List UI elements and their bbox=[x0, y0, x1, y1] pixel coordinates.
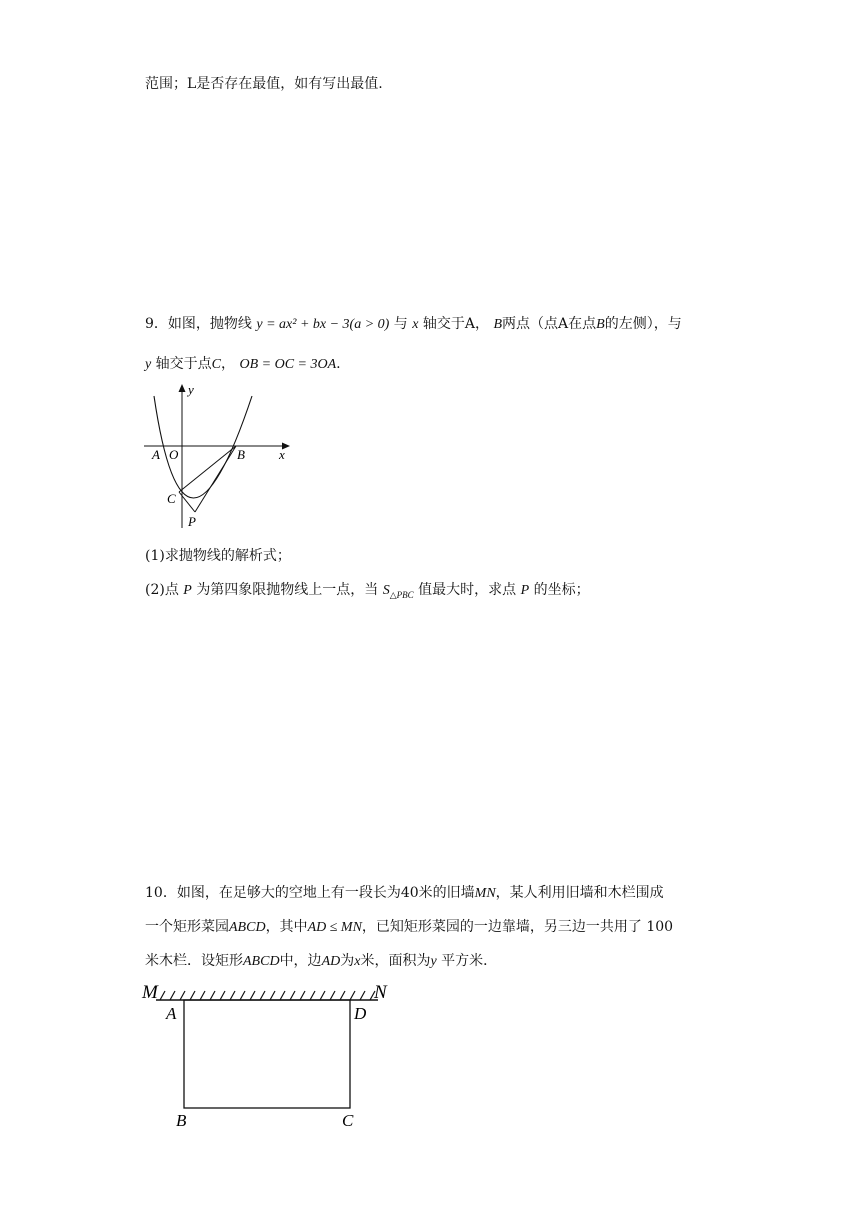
q10-label-b: B bbox=[176, 1111, 187, 1130]
q10-hatch-tick bbox=[160, 991, 165, 1000]
q10-label-c: C bbox=[342, 1111, 354, 1130]
q10-var-x: x bbox=[354, 954, 361, 969]
q9-text-a: 如图，抛物线 bbox=[167, 316, 252, 332]
q9-part2-p: P bbox=[183, 583, 192, 598]
q10-text-i: 米，面积为 bbox=[360, 953, 431, 969]
q10-hatch-tick bbox=[290, 991, 295, 1000]
q10-hatch-tick bbox=[200, 991, 205, 1000]
q10-text-c: 一个矩形菜园 bbox=[145, 919, 229, 935]
q9-label-y: y bbox=[188, 382, 194, 397]
q10-hatch-tick bbox=[300, 991, 305, 1000]
q9-var-y: y bbox=[145, 357, 152, 372]
continuation-text: 范围；L是否存在最值，如有写出最值. bbox=[145, 76, 383, 92]
q10-hatch-tick bbox=[180, 991, 185, 1000]
q9-text-d: 两点（点A在点 bbox=[502, 316, 597, 332]
q9-label-c: C bbox=[167, 491, 176, 506]
q9-text-e: 的左侧），与 bbox=[604, 316, 682, 332]
q10-hatch-tick bbox=[190, 991, 195, 1000]
q9-line-1 bbox=[145, 314, 682, 335]
q10-garden-figure bbox=[140, 978, 400, 1138]
q9-part-1: (1)求抛物线的解析式； bbox=[145, 548, 291, 564]
q9-text-h: . bbox=[336, 356, 341, 372]
q10-hatch-tick bbox=[240, 991, 245, 1000]
q10-label-m: M bbox=[142, 982, 158, 1003]
q10-var-y: y bbox=[430, 954, 437, 969]
q9-part2-d: 的坐标； bbox=[533, 582, 590, 598]
q10-text-a: 如图，在足够大的空地上有一段长为40米的旧墙 bbox=[176, 885, 475, 901]
q10-hatch-tick bbox=[270, 991, 275, 1000]
q9-part2-sub: △PBC bbox=[389, 590, 414, 600]
q10-line-1 bbox=[145, 883, 664, 904]
q10-text-f: 米木栏．设矩形 bbox=[145, 953, 243, 969]
q9-part2-p2: P bbox=[520, 583, 530, 598]
q10-mn: MN bbox=[474, 886, 496, 901]
q10-abcd-2: ABCD bbox=[243, 954, 280, 969]
q10-text-h: 为 bbox=[340, 953, 355, 969]
q10-number: 10． bbox=[145, 885, 177, 901]
q10-hatch-tick bbox=[280, 991, 285, 1000]
q10-text-g: 中，边 bbox=[279, 953, 322, 969]
q10-condition: AD ≤ MN bbox=[307, 920, 362, 935]
q9-label-a: A bbox=[152, 447, 160, 462]
q9-part2-a: (2)点 bbox=[145, 582, 179, 598]
q9-label-x: x bbox=[279, 447, 285, 462]
q9-var-b2: B bbox=[596, 317, 605, 332]
q10-hatch-tick bbox=[250, 991, 255, 1000]
q9-segment-cb bbox=[179, 446, 236, 492]
q9-label-p: P bbox=[188, 514, 196, 529]
q9-number: 9． bbox=[145, 316, 168, 332]
q10-line-2 bbox=[145, 917, 673, 938]
q10-hatch-tick bbox=[340, 991, 345, 1000]
q10-label-d: D bbox=[354, 1004, 367, 1023]
q10-rectangle-abcd bbox=[184, 1000, 350, 1108]
q10-hatch-tick bbox=[360, 991, 365, 1000]
q10-hatch-tick bbox=[350, 991, 355, 1000]
q10-hatch-tick bbox=[170, 991, 175, 1000]
q9-text-b: 与 bbox=[393, 316, 408, 332]
q10-text-d: ，其中 bbox=[265, 919, 308, 935]
q9-text-g: ， bbox=[221, 356, 236, 372]
q9-y-arrow bbox=[179, 384, 186, 392]
q10-hatch-tick bbox=[310, 991, 315, 1000]
q9-var-c: C bbox=[211, 357, 222, 372]
q10-label-a: A bbox=[166, 1004, 177, 1023]
q10-label-n: N bbox=[374, 982, 387, 1003]
q10-hatch-tick bbox=[220, 991, 225, 1000]
q10-wall-hatching bbox=[160, 991, 375, 1000]
q9-var-x: x bbox=[412, 317, 419, 332]
q9-part-2 bbox=[145, 580, 590, 601]
q10-hatch-tick bbox=[320, 991, 325, 1000]
q10-abcd: ABCD bbox=[229, 920, 266, 935]
q9-line-2 bbox=[145, 354, 341, 375]
q10-hatch-tick bbox=[230, 991, 235, 1000]
q10-hatch-tick bbox=[210, 991, 215, 1000]
q9-equation: y = ax² + bx − 3(a > 0) bbox=[256, 317, 390, 332]
q10-ad: AD bbox=[321, 954, 341, 969]
q10-hatch-tick bbox=[260, 991, 265, 1000]
q10-text-j: 平方米． bbox=[441, 953, 498, 969]
q9-part2-b: 为第四象限抛物线上一点，当 bbox=[196, 582, 379, 598]
q9-parabola-figure bbox=[140, 378, 300, 533]
q9-text-c: 轴交于A， bbox=[422, 316, 490, 332]
q10-line-3 bbox=[145, 951, 497, 972]
q9-segment-cp bbox=[179, 492, 195, 512]
q9-label-b: B bbox=[237, 447, 245, 462]
q9-label-o: O bbox=[169, 447, 179, 462]
q9-condition: OB = OC = 3OA bbox=[239, 357, 337, 372]
q10-text-b: ，某人利用旧墙和木栏围成 bbox=[495, 885, 664, 901]
q9-part2-c: 值最大时，求点 bbox=[418, 582, 517, 598]
q9-text-f: 轴交于点 bbox=[155, 356, 212, 372]
q9-part2-s: S bbox=[382, 583, 390, 598]
q10-hatch-tick bbox=[330, 991, 335, 1000]
q9-segment-pb bbox=[195, 446, 236, 512]
q9-var-b: B bbox=[493, 317, 503, 332]
q10-text-e: ，已知矩形菜园的一边靠墙，另三边一共用了 100 bbox=[361, 919, 674, 935]
